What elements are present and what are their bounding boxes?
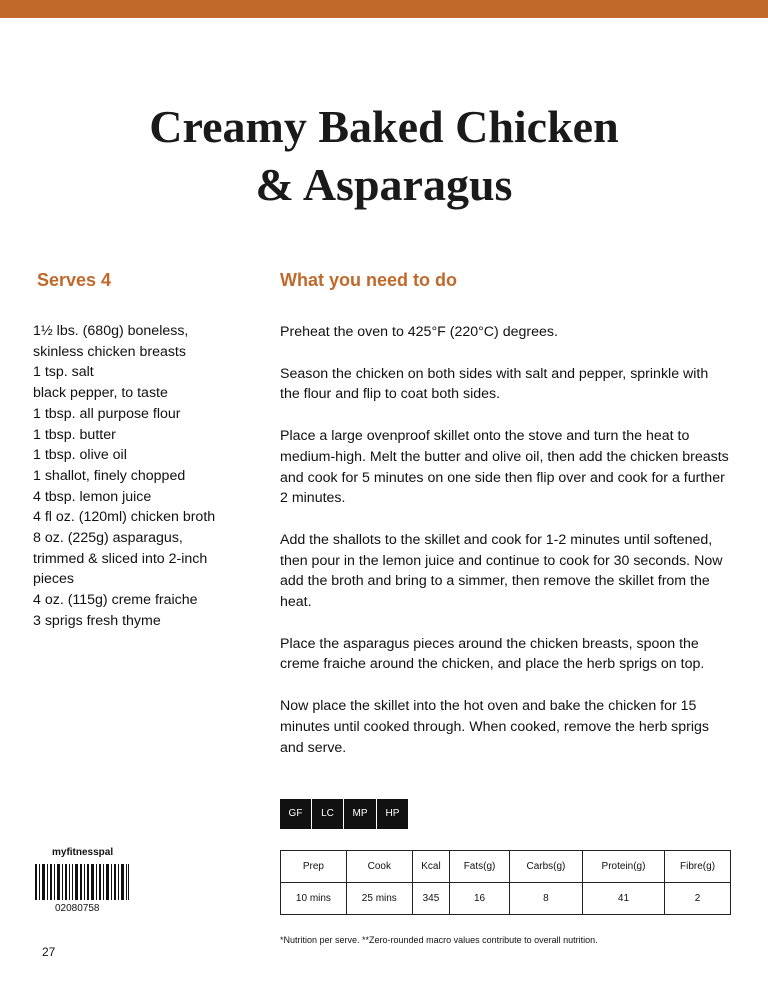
ingredient-line: black pepper, to taste [33,385,168,402]
ingredients-list [33,321,243,632]
page-number: 27 [42,945,56,959]
nutrition-value-fibre: 2 [665,883,731,915]
ingredient-line: 4 fl oz. (120ml) chicken broth [33,509,216,526]
diet-tag-gf: GF [280,799,311,829]
nutrition-value-row [281,883,731,915]
method-step: Place the asparagus pieces around the chicken breasts, spoon the creme fraiche around the chicken, and place the herb sprigs on top. [280,635,705,673]
method-step: Place a large ovenproof skillet onto the stove and turn the heat to medium-high. Melt the butter and olive oil, then add the chicken breasts and cook for 5 minutes on one side then flip over and cook for a further 2 minutes. [280,428,729,507]
ingredient-line: 8 oz. (225g) asparagus, [33,530,183,547]
barcode-image [35,864,129,900]
ingredient-line: 4 tbsp. lemon juice [33,488,152,505]
ingredient-line: 1 tsp. salt [33,364,94,381]
method-steps [280,322,730,779]
method-heading: What you need to do [280,270,457,290]
diet-tag-hp: HP [377,799,408,829]
nutrition-header-cook: Cook [346,851,412,883]
ingredient-line: 1 tbsp. all purpose flour [33,405,181,422]
ingredient-line: pieces [33,571,75,588]
recipe-title [0,98,768,214]
nutrition-header-prep: Prep [281,851,347,883]
ingredient-line: 1½ lbs. (680g) boneless, [33,323,189,339]
nutrition-header-fibre: Fibre(g) [665,851,731,883]
ingredient-line: 1 tbsp. butter [33,426,116,443]
diet-tag-mp: MP [344,799,376,829]
nutrition-value-carbs: 8 [509,883,582,915]
nutrition-value-fats: 16 [450,883,510,915]
ingredient-line: 3 sprigs fresh thyme [33,612,161,629]
top-accent-bar [0,0,768,18]
barcode-number: 02080758 [55,903,100,914]
diet-tag-lc: LC [312,799,343,829]
recipe-title-line-1: Creamy Baked Chicken [149,101,619,152]
nutrition-value-cook: 25 mins [346,883,412,915]
nutrition-footnote: *Nutrition per serve. **Zero-rounded macro values contribute to overall nutrition. [280,935,598,945]
nutrition-header-kcal: Kcal [412,851,449,883]
ingredient-line: trimmed & sliced into 2-inch [33,550,208,567]
ingredient-line: 1 tbsp. olive oil [33,447,127,464]
nutrition-header-fats: Fats(g) [450,851,510,883]
method-step: Season the chicken on both sides with salt and pepper, sprinkle with the flour and flip to coat both sides. [280,365,709,403]
ingredient-line: 4 oz. (115g) creme fraiche [33,592,198,609]
nutrition-header-protein: Protein(g) [582,851,664,883]
nutrition-value-kcal: 345 [412,883,449,915]
myfitnesspal-label: myfitnesspal [52,847,114,858]
method-step: Preheat the oven to 425°F (220°C) degrees. [280,324,558,340]
ingredient-line: skinless chicken breasts [33,343,186,360]
nutrition-value-protein: 41 [582,883,664,915]
nutrition-table [280,850,731,915]
ingredient-line: 1 shallot, finely chopped [33,467,186,484]
nutrition-value-prep: 10 mins [281,883,347,915]
method-step: Add the shallots to the skillet and cook for 1-2 minutes until softened, then pour in the lemon juice and continue to cook for 30 seconds. Now add the broth and bring to a simmer, then remove the skillet from the heat. [280,531,723,611]
serves-heading: Serves 4 [37,270,112,290]
diet-tags [280,799,408,829]
nutrition-header-carbs: Carbs(g) [509,851,582,883]
recipe-title-line-2: & Asparagus [255,159,513,210]
method-step: Now place the skillet into the hot oven and bake the chicken for 15 minutes until cooked through. When cooked, remove the herb sprigs and serve. [280,698,710,756]
nutrition-header-row [281,851,731,883]
